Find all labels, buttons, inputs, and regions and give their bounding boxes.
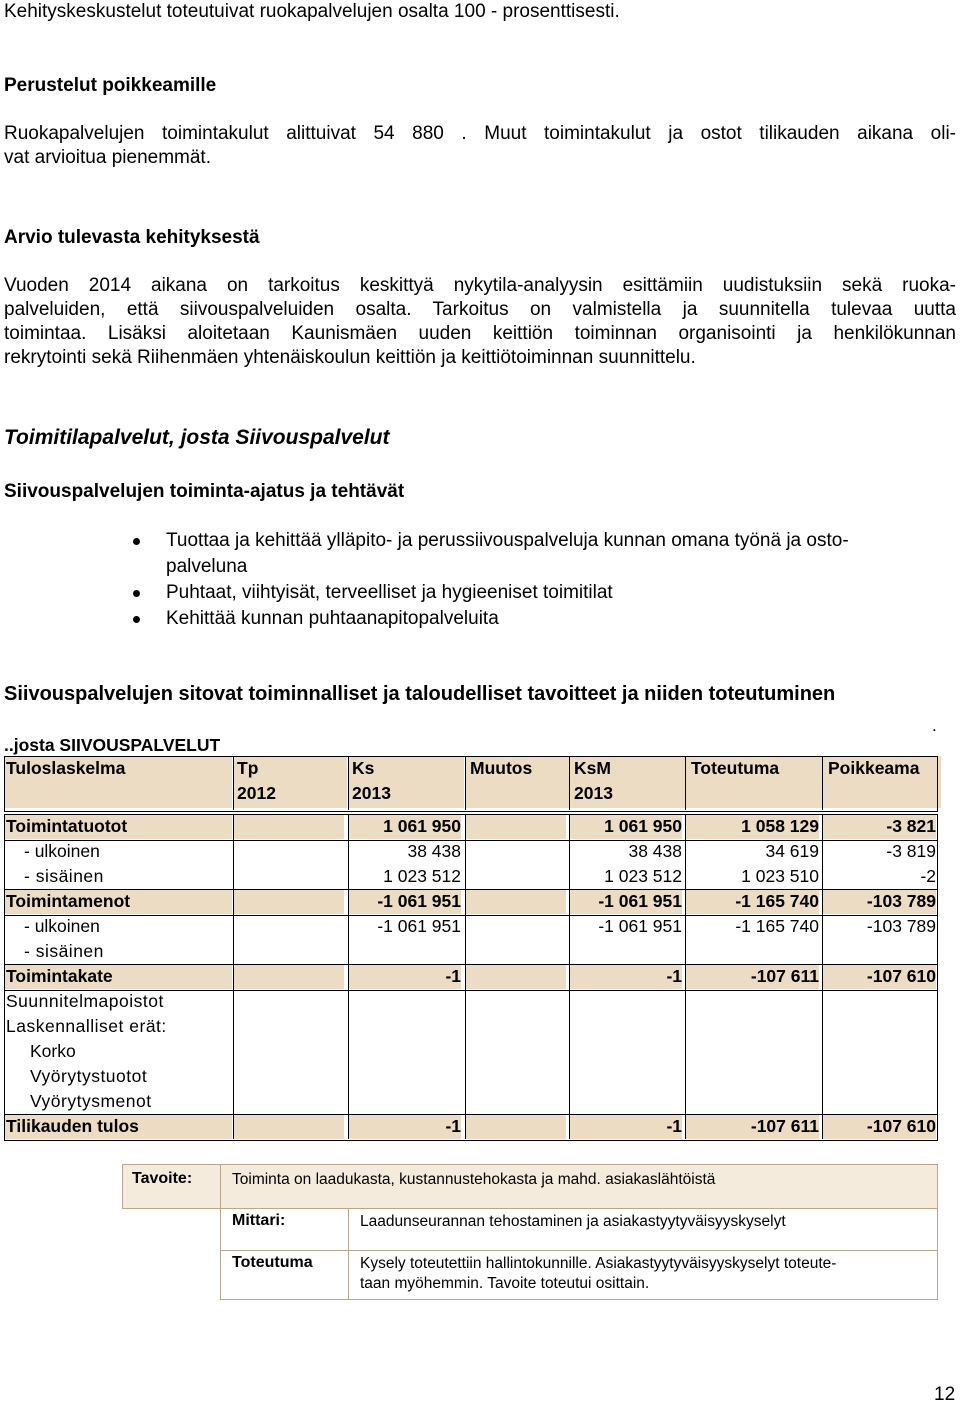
cell-ks [349, 939, 461, 964]
table-row [4, 839, 936, 864]
cell-label: Toimintakate [4, 964, 232, 989]
cell-empty [466, 914, 566, 939]
header-ksm: KsM 2013 [570, 756, 686, 808]
arvio-line1: Vuoden 2014 aikana on tarkoitus keskittyä nykytila-analyysin esittämiin uudistuksiin sekä ruoka- [4, 275, 956, 296]
header-ks: Ks 2013 [349, 756, 464, 808]
cell-empty [466, 939, 566, 964]
cell-poik [823, 989, 936, 1014]
list-item-text: Kehittää kunnan puhtaanapitopalveluita [166, 608, 499, 629]
cell-empty [466, 1014, 566, 1039]
cell-poik: -107 610 [823, 1114, 936, 1139]
cell-ks: 38 438 [407, 841, 461, 861]
cell-ksm: -1 061 951 [598, 916, 682, 936]
cell-empty [466, 889, 566, 914]
cell-label: Korko [30, 1041, 76, 1061]
cell-label: - ulkoinen [24, 841, 100, 861]
cell-ks [349, 1039, 461, 1064]
cell-tot: 34 619 [765, 841, 819, 861]
cell-ks [349, 1089, 461, 1114]
mittari-label: Mittari: [232, 1212, 286, 1229]
arvio-line2: palveluiden, että siivouspalveluiden osalta. Tarkoitus on valmistella ja suunnitella tulevaa uutta [4, 299, 956, 320]
cell-ksm [570, 989, 682, 1014]
cell-empty [466, 1089, 566, 1114]
cell-tot: -1 165 740 [686, 889, 819, 914]
tavoite-label: Tavoite: [132, 1170, 193, 1187]
table-caption: ..josta SIIVOUSPALVELUT [4, 735, 221, 755]
cell-empty [466, 1064, 566, 1089]
header-toteutuma: Toteutuma [686, 756, 824, 808]
cell-poik: -3 819 [886, 841, 936, 861]
table-row [4, 814, 936, 839]
arvio-line4: rekrytointi sekä Riihenmäen yhtenäiskoulun keittiön ja keittiötoiminnan suunnittelu. [4, 347, 696, 368]
table-header-row [4, 756, 936, 812]
cell-empty [466, 1114, 566, 1139]
table-row [4, 1064, 936, 1089]
cell-ks: -1 061 951 [349, 889, 461, 914]
list-item [0, 606, 960, 632]
cell-empty [234, 1114, 344, 1139]
cell-empty [466, 1039, 566, 1064]
cell-tot: -107 611 [686, 964, 819, 989]
cell-poik [823, 1089, 936, 1114]
arvio-line3: toimintaa. Lisäksi aloitetaan Kaunismäen uuden keittiön toiminnan organisointi ja henkilökunnan [4, 323, 956, 344]
toteutuma-label: Toteutuma [232, 1254, 313, 1271]
cell-empty [234, 864, 344, 889]
table-row [4, 989, 936, 1014]
cell-tot: 1 023 510 [741, 866, 819, 886]
header-poikkeama: Poikkeama [823, 756, 941, 808]
section-subheading: Siivouspalvelujen toiminta-ajatus ja tehtävät [4, 481, 405, 502]
perustelut-text-line2: vat arvioitua pienemmät. [4, 147, 211, 168]
cell-empty [234, 1064, 344, 1089]
tavoite-text: Toiminta on laadukasta, kustannustehokasta ja mahd. asiakaslähtöistä [232, 1171, 716, 1188]
cell-ksm [570, 1089, 682, 1114]
cell-empty [466, 864, 566, 889]
cell-poik: -107 610 [823, 964, 936, 989]
cell-poik: -3 821 [823, 814, 936, 839]
cell-ksm: 38 438 [628, 841, 682, 861]
header-tp: Tp 2012 [234, 756, 347, 808]
table-row [4, 1014, 936, 1039]
cell-ksm [570, 1039, 682, 1064]
cell-empty [466, 839, 566, 864]
cell-empty [466, 989, 566, 1014]
cell-ksm [570, 1014, 682, 1039]
bullet-icon [133, 590, 140, 597]
cell-ksm [570, 1064, 682, 1089]
cell-empty [234, 964, 344, 989]
cell-empty [234, 1089, 344, 1114]
header-muutos: Muutos [466, 756, 570, 808]
mittari-text: Laadunseurannan tehostaminen ja asiakastyytyväisyyskyselyt [360, 1213, 786, 1230]
cell-empty [234, 839, 344, 864]
goals-heading: Siivouspalvelujen sitovat toiminnalliset ja taloudelliset tavoitteet ja niiden toteutuminen [4, 683, 836, 705]
cell-label: - sisäinen [24, 866, 104, 886]
table-row [4, 964, 936, 989]
cell-empty [234, 814, 344, 839]
toteutuma-text: Kysely toteutettiin hallintokunnille. Asiakastyytyväisyyskyselyt toteute- taan myöhemmin. Tavoite toteutui osittain. [360, 1255, 837, 1292]
cell-empty [234, 914, 344, 939]
cell-tot [686, 1064, 819, 1089]
cell-empty [466, 964, 566, 989]
cell-tot: -1 165 740 [735, 916, 819, 936]
table-row [4, 864, 936, 889]
cell-label: Suunnitelmapoistot [6, 991, 164, 1011]
cell-ksm: 1 061 950 [570, 814, 682, 839]
header-tuloslaskelma: Tuloslaskelma [4, 756, 232, 808]
cell-tot: 1 058 129 [686, 814, 819, 839]
list-item-text: Puhtaat, viihtyisät, terveelliset ja hygieeniset toimitilat [166, 582, 613, 603]
cell-tot [686, 989, 819, 1014]
table-row [4, 1114, 936, 1139]
cell-poik [823, 1039, 936, 1064]
stray-dot: . [932, 716, 937, 735]
cell-ksm: -1 [570, 964, 682, 989]
cell-label: Toimintamenot [4, 889, 232, 914]
cell-label: Toimintatuotot [4, 814, 232, 839]
perustelut-heading: Perustelut poikkeamille [4, 75, 217, 96]
table-row [4, 939, 936, 964]
cell-empty [234, 989, 344, 1014]
cell-poik: -103 789 [866, 916, 936, 936]
table-row [4, 889, 936, 914]
perustelut-text-line1: Ruokapalvelujen toimintakulut alittuivat 54 880 . Muut toimintakulut ja ostot tilikauden aikana oli- [4, 123, 956, 144]
bullet-icon [133, 616, 140, 623]
cell-poik: -2 [920, 866, 936, 886]
income-statement-table [4, 756, 936, 1139]
cell-ks: -1 [349, 1114, 461, 1139]
list-item [0, 580, 960, 606]
cell-label: Tilikauden tulos [4, 1114, 232, 1139]
table-row [4, 1089, 936, 1114]
cell-empty [234, 1014, 344, 1039]
cell-label: - ulkoinen [24, 916, 100, 936]
cell-poik [823, 939, 936, 964]
cell-empty [234, 889, 344, 914]
cell-label: Laskennalliset erät: [6, 1016, 167, 1036]
cell-ksm: -1 061 951 [570, 889, 682, 914]
cell-tot [686, 939, 819, 964]
cell-empty [234, 1039, 344, 1064]
cell-tot [686, 1039, 819, 1064]
table-body [4, 814, 936, 1139]
cell-ksm [570, 939, 682, 964]
cell-label: Vyörytysmenot [30, 1091, 152, 1111]
cell-tot [686, 1089, 819, 1114]
list-item-text: Tuottaa ja kehittää ylläpito- ja perussiivouspalveluja kunnan omana työnä ja osto- palveluna [166, 530, 849, 577]
task-list [0, 528, 960, 632]
bullet-icon [133, 538, 140, 545]
cell-ks: -1 [349, 964, 461, 989]
arvio-heading: Arvio tulevasta kehityksestä [4, 227, 260, 248]
cell-ksm: 1 023 512 [604, 866, 682, 886]
list-item [0, 528, 960, 580]
cell-ksm: -1 [570, 1114, 682, 1139]
section-title: Toimitilapalvelut, josta Siivouspalvelut [4, 426, 390, 449]
cell-tot [686, 1014, 819, 1039]
cell-ks [349, 989, 461, 1014]
cell-poik [823, 1014, 936, 1039]
cell-label: Vyörytystuotot [30, 1066, 148, 1086]
cell-empty [234, 939, 344, 964]
cell-ks [349, 1014, 461, 1039]
cell-ks: -1 061 951 [377, 916, 461, 936]
cell-ks: 1 061 950 [349, 814, 461, 839]
page-number: 12 [934, 1384, 956, 1405]
cell-ks [349, 1064, 461, 1089]
intro-line: Kehityskeskustelut toteutuivat ruokapalvelujen osalta 100 - prosenttisesti. [4, 1, 620, 22]
cell-tot: -107 611 [686, 1114, 819, 1139]
cell-poik: -103 789 [823, 889, 936, 914]
cell-poik [823, 1064, 936, 1089]
table-row [4, 1039, 936, 1064]
cell-ks: 1 023 512 [383, 866, 461, 886]
table-row [4, 914, 936, 939]
cell-label: - sisäinen [24, 941, 104, 961]
cell-empty [466, 814, 566, 839]
